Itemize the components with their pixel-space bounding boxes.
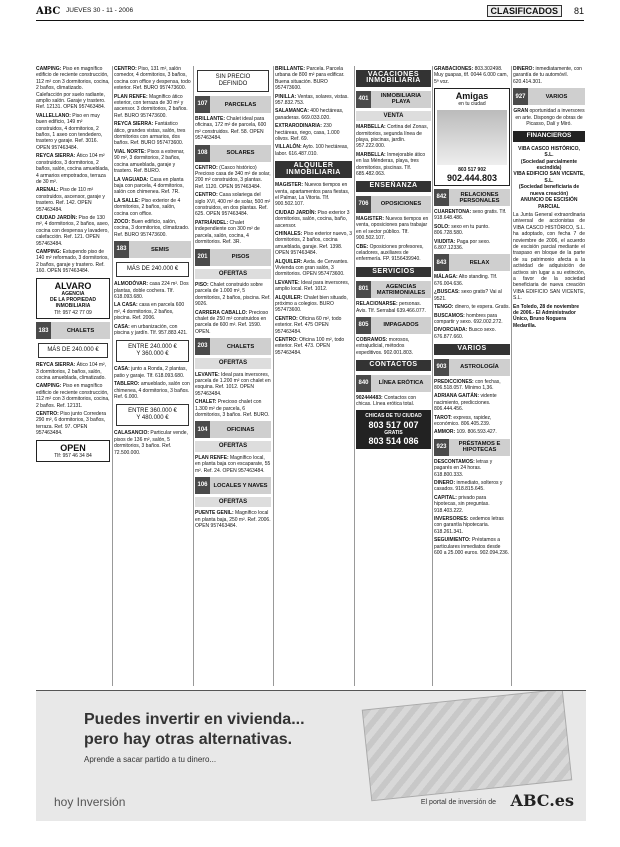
category-header [195,338,271,355]
classified-ad: COBRAMOS: morosos, extrajudicial, métodos expeditivos. 902.001.803. [356,336,413,356]
banner-headline: Puedes invertir en vivienda... [84,711,305,728]
classified-ad: PLAN RENFE: Magnífico ático exterior, con terraza de 30 m² y ascensor. 3 dormitorios, 2 baños. Ref. BURO 957473600. [114,93,188,119]
category-label: RELACIONES PERSONALES [449,189,510,206]
abc-logo: ABC.es [510,791,574,810]
classified-ad: CIUDAD JARDÍN: Piso de 130 m², 4 dormitorios, 2 baños, aseo, cocina con despensa y lavadero, calefacción. Ref. 121. OPEN 957463484. [36,214,110,247]
classified-ad: TAROT: express, rapidez, económico. 806.405.239. [434,414,492,427]
classified-ad: DESCONTAMOS: letras y pagarés en 24 horas. 618.800.333. [434,458,493,478]
classified-ad: CHALET: Precioso chalet con 1.300 m² de parcela, 6 dormitorios, 3 baños. Ref. BURO. [195,399,270,418]
classified-ad: CAMPING: Estupendo piso de 140 m² reformado, 3 dormitorios, 2 baños, garaje y trastero. Ref. 160. OPEN 957463484. [36,248,109,275]
column-divider [511,66,512,686]
section-heading: CONTACTOS [356,360,431,370]
classified-ad: BRILLANTE: Chalet ideal para oficinas, 172 m² de parcela, 600 m² construidos. Ref. 58. OPEN 957463484. [195,116,267,142]
notice-body: La Junta General extraordinaria universal de accionistas de VIBA CASCO HISTÓRICO, S.L. ha adoptado, con fecha 7 de noviembre de 2006, el acuerdo de escisión parcial mediante el traspaso en bloque de la parte de su patrimonio afecta a la actividad de adquisición de activos sin lugar a su extinción, a favor de la sociedad beneficiaria de nueva creación VIBA EDIFICIO SAN VICENTE, S.L. [513,211,585,302]
classified-ad: LA SALLE: Piso exterior de 4 dormitorios, 2 baños, salón, cocina con office. [114,197,181,217]
classified-ad: REYCA SIERRA: Ático 104 m² construidos, 3 dormitorios, 2 baños, salón, cocina amueblada, 4 armarios empotrados, terraza de 30 m². [36,153,110,185]
category-header [356,317,431,334]
open-phone: Tlf: 957 46 34 84 [54,452,92,459]
page-header [36,6,584,21]
category-label: IMPAGADOS [371,317,431,334]
classified-ad: ZOCO: Buen edificio, salón, cocina, 3 dormitorios, climatizado. Ref. BURO 957473600. [114,218,190,238]
notice-company: VIBA CASCO HISTÓRICO, S.L. [518,145,580,159]
notice-note: (Sociedad parcialmente escindida) [520,158,578,172]
classified-ad: ¿BUSCAS: sexo gratis? Vai al 9521. [434,289,502,302]
classified-ad: GRABACIONES: 803.302498. Muy guapas, tlf. 0044 6.000 cam, 5ª voz. [434,66,508,85]
page-number: 81 [573,6,584,16]
price-range-line: Y 480.000 € [136,415,169,422]
classified-ad: MAGISTER: Nuevos tiempos en venta, apartamentos para fiestas, el Palmar, La Vitoria. Tlf. 900.502.107. [275,182,350,208]
notice-note: (Sociedad beneficiaria de nueva creación) [518,184,580,197]
section-title: CLASIFICADOS [487,5,563,17]
category-label: LÍNEA ERÓTICA [371,375,431,392]
price-range-box [116,340,189,362]
classified-ad: CENTRO: Casa solariega del siglo XVI, 400 m² de solar, 500 m² construidos, en dos plantas. Ref. 625. OPEN 957463484. [195,192,271,218]
legal-notice [513,146,585,210]
classified-ad: DINERO: inmediatamente, con garantía de tu automóvil. 620.414.301. [513,66,582,85]
classified-ad: CBE: Oposiciones profesores, celadores, auxiliares de enfermería. FP. 9156439940. [356,243,424,263]
classified-ad: VIUDITA: Paga por sexo. 6.807.12336. [434,238,491,252]
classified-ad: CENTRO: Piso, 131 m², salón comedor, 4 dormitorios, 3 baños, cocina con office y despensa, todo exterior. Ref. BURO 957473600. [114,66,191,92]
classified-ad: LEVANTE: Ideal para inversores, amplio local. Ref. 1012. [275,279,350,293]
category-header [195,421,271,438]
category-label: LOCALES Y NAVES [210,477,271,494]
classified-ad: RELACIONARSE: personas. Avis. Tlf. Serrabal 639.466.077. [356,301,426,314]
category-header [434,359,510,376]
classified-ad: GRAN oportunidad a inversores en arte. Dispongo de obras de Picasso, Dalí y Miró. [513,108,585,128]
newspaper-logo: ABC [36,6,61,17]
agency-line: INMOBILIARIA [55,303,91,310]
category-label: CHALETS [51,322,110,339]
price-range-line: SIN PRECIO [215,74,251,80]
classified-ad: DIVORCIADA: Busco sexo. 676.877.660. [434,327,496,340]
classified-ad: REYCA SIERRA: Fantástico ático, grandes vistas, salón, tres dormitorios con armarios, dos baños. Ref. BURO 957473600. [114,121,186,147]
category-label: ASTROLOGÍA [449,359,510,376]
category-header [195,477,271,494]
category-number: 923 [434,439,449,456]
column-6 [434,66,510,686]
agency-brand: ALVARO [54,280,92,291]
column-5 [356,66,431,686]
category-label: VARIOS [528,88,585,105]
ad-photo [437,110,507,165]
classified-ad: CENTRO: (Casco histórico) Precioso casa de 340 m² de solar, 200 m² construidos, 3 plantas. Ref. 1120. OPEN 957463484. [195,164,271,190]
category-label: PISOS [210,249,271,266]
classified-ad: SOLO: sexo en tu punto. 806.728.580. [434,223,490,237]
category-number: 183 [114,241,129,258]
category-label: PRÉSTAMOS E HIPOTECAS [449,439,510,456]
column-divider [273,66,274,686]
sub-category: OFERTAS [195,358,271,368]
sub-category: OFERTAS [195,497,271,507]
classified-ad: BUSCAMOS: hombres para compartir y sexo. 692.002.272. [434,312,503,325]
column-divider [432,66,433,686]
classified-ad: CIUDAD JARDÍN: Piso exterior 3 dormitorios, salón, cocina, baño, ascensor. [275,209,350,229]
classified-ad: ADRIANA GAITÁN: vidente nacimiento, predicciones. 806.444.456. [434,393,497,413]
classified-ad: ALQUILER: Avda. de Cervantes. Vivienda con gran salón, 3 dormitorios. OPEN 957473600. [275,258,349,278]
sub-category: OFERTAS [195,269,271,279]
financial-heading: FINANCIEROS [513,131,585,141]
column-2 [114,66,191,686]
classified-ad: PATRIÁNDEL: Chalet independiente con 300 m² de parcela, salón, cocina, 4 dormitorios. Ref. 3R. [195,219,260,246]
category-number: 843 [434,254,449,271]
classified-ad: LA VAGUADA: Casa en planta baja con parcela, 4 dormitorios, salón con chimenea. Ref. 7R. [114,176,184,196]
classified-ad: CENTRO: Oficina 100 m², todo exterior. Ref. 473. OPEN 957463484. [275,337,345,356]
classified-ad: ALQUILER: Chalet bien situado, próximo a colegios. BURO 957473600. [275,294,348,314]
notice-company: VIBA EDIFICIO SAN VICENTE, S.L. [513,171,585,184]
inversion-banner[interactable] [36,690,586,821]
price-range-box [116,404,189,426]
classified-ad: ARENAL: Piso de 110 m² construidos, ascensor, garaje y trastero. Ref. 142. OPEN 957463484. [36,187,105,213]
category-number: 107 [195,96,210,113]
banner-subline: Aprende a sacar partido a tu dinero... [84,755,217,764]
category-label: PARCELAS [210,96,271,113]
classified-ad: VILLALÓN: Ayto. 100 hectáreas, labor. 616.487.010. [275,144,349,157]
category-label: CHALETS [210,338,271,355]
classified-ad: SEGUIMIENTO: Préstamos a particulares inmediatos desde 600 a 25.000 euros. 902.094.236. [434,537,510,557]
classified-ad: MÁLAGA: Alto standing. Tlf. 676.004.636. [434,274,498,287]
amigas-title: Amigas [455,91,489,102]
amigas-phone: 803 517 902 [458,166,486,173]
price-range-box: MÁS DE 240.000 € [38,343,108,358]
classified-ad: LA CASA: casa en parcela 600 m², 4 dormitorios, 2 baños, piscina. Ref. 2006. [114,302,185,322]
price-range-line: ENTRE 360.000 € [128,408,177,415]
classified-ad: CENTRO: Oficina 60 m², todo exterior. Ref. 475 OPEN 957463484. [275,315,342,335]
price-range-line: Y 360.000 € [136,351,169,358]
classified-ad: CARRERA CABALLO: Precioso chalet de 250 m² construidos en parcela de 600 m². Ref. 1590. OPEN. [195,309,269,335]
classified-ad: AMMOR: 109. 806.593.427. [434,429,497,436]
section-heading: ALQUILER INMOBILIARIA [275,161,352,178]
classified-ad: MAGISTER: Nuevos tiempos en venta, oposiciones para trabajar en el sector público. Tlf. 900.502.107. [356,215,429,242]
category-header [356,281,431,298]
classified-ad: LEVANTE: Ideal para inversores, parcela de 1.200 m² con chalet en esquina. Ref. 1012. OPEN 957463484. [195,371,271,397]
category-number: 203 [195,338,210,355]
chicas-phone: 803 517 007 [368,419,419,430]
classified-ad: MARBELLA: Inmejorable ático en las Ménderas, playa, tres dormitorios, piscinas. Tlf. 685.482.063. [356,151,426,178]
section-heading: VARIOS [434,344,510,354]
category-number: 106 [195,477,210,494]
category-number: 805 [356,317,371,334]
chicas-ad [356,410,431,449]
open-agency-ad [36,440,110,462]
column-1 [36,66,110,686]
category-header [356,91,431,108]
column-divider [354,66,355,686]
classified-ad: VIAL NORTE: Pisos a estrenar, 90 m², 3 dormitorios, 2 baños, cocina amueblada, garaje y trastero. Ref. BURO. [114,148,185,175]
amigas-subtitle: en tu ciudad [458,101,486,108]
classified-ad: TABLERO: amueblado, salón con chimenea, 4 dormitorios, 3 baños. Ref. 6.000. [114,381,190,401]
category-label: SEMIS [129,241,191,258]
listing-group [36,66,110,275]
classified-ad: INVERSORES: cedemos letras con garantía hipotecaria. 618.261.341. [434,516,504,535]
category-label: RELAX [449,254,510,271]
category-number: 801 [356,281,371,298]
price-range-box [197,70,269,92]
classified-ad: CAMPING: Piso en magnífico edificio de reciente construcción, 112 m² con 3 dormitorios, cocina, 2 baños. Ref. 12131. [36,383,110,409]
classified-ad: 902444483: Contactos con chicas. Línea erótica total. [356,394,417,407]
banner-brand: hoy Inversión [54,795,126,809]
sub-category: VENTA [356,111,431,121]
category-header [36,322,110,339]
category-number: 108 [195,145,210,162]
price-range-box: MÁS DE 240.000 € [116,262,189,277]
classified-ad: MARBELLA: Cortina del Zonas, dormitorios, segunda línea de playa, piscinas, jardín. 957.222.000. [356,124,428,150]
notice-title: ANUNCIO DE ESCISIÓN PARCIAL [520,197,578,210]
column-4 [275,66,352,686]
classified-ad: PLAN RENFE: Magnífico local, en planta baja con escaparate, 55 m². Ref. 24. OPEN 957463484. [195,454,271,474]
category-header [195,249,271,266]
agency-line: DE LA PROPIEDAD [50,297,96,303]
category-number: 842 [434,189,449,206]
category-label: OFICINAS [210,421,271,438]
classified-ad: CAPITAL: privado para hipotecas, sin preguntas. 918.403.222. [434,494,490,514]
classified-ad: EXTRARODINARIA: 230 hectáreas, riego, casa, 1.000 olivos. Ref. 69. [275,123,340,143]
category-number: 401 [356,91,371,108]
category-number: 104 [195,421,210,438]
category-label: SOLARES [210,145,271,162]
banner-tagline: El portal de inversión de [420,799,496,806]
classified-ad: PREDICCIONES: con fechas, 806.518.057. Mínimo 1,36. [434,378,501,391]
classified-ad: CENTRO: Piso junto Corredera 290 m², 6 dormitorios, 3 baños, terraza. Ref. 97. OPEN 957463484. [36,411,107,437]
column-3 [195,66,271,686]
agency-phone: Tlf: 957 42 77 09 [54,309,92,316]
category-number: 183 [36,322,51,339]
banner-headline: pero hay otras alternativas. [84,731,293,748]
classified-ad: TENGO: dinero, te espera. Gratis. [434,304,510,311]
classified-ad: DINERO: inmediato, solteros y casados. 918.815.645. [434,480,503,493]
category-number: 840 [356,375,371,392]
column-divider [193,66,194,686]
open-brand: OPEN [60,442,86,453]
classified-ad: CAMPING: Piso en magnífico edificio de reciente construcción, 112 m² con 3 dormitorios, cocina, 2 baños, climatizado. Calefacción por suelo radiante, amplio salón. Garaje y trastero. Ref. 12131. OPEN 957463484. [36,66,110,111]
classified-ad: VALLELLANO: Piso en muy buen edificio, 149 m² construidos, 4 dormitorios, 2 baños, 1 aseo con tendedero, trastero y garaje. Ref. 3016. OPEN 957463484. [36,112,103,151]
section-heading: ENSEÑANZA [356,181,431,191]
category-header [195,96,271,113]
section-heading: VACACIONES INMOBILIARIA [356,70,431,87]
category-number: 927 [513,88,528,105]
category-header [434,254,510,271]
classified-ad: SALAMANCA: 400 hectáreas, ganaderas. 669.033.020. [275,108,344,121]
amigas-phone: 902.444.803 [446,173,498,184]
classified-ad: ALMODÓVAR: casa 224 m². Dos plantas, doble cochera. Tlf. 618.093.680. [114,281,189,300]
classified-ad: CHINALES: Piso exterior nuevo, 3 dormitorios, 2 baños, cocina amueblada, garaje. Ref. 1398. OPEN 957463484. [275,230,352,257]
column-7 [513,66,585,686]
classified-ad: REYCA SIERRA: Ático 104 m², 3 dormitorios, 2 baños, salón, cocina amueblada, climatizado. [36,362,107,382]
category-header [195,145,271,162]
category-label: AGENCIAS MATRIMONIALES [371,281,431,298]
category-header [114,241,191,258]
category-header [356,196,431,213]
classified-ad: PUENTE GENIL: Magnífico local en planta baja, 250 m². Ref. 2006. OPEN 957463484. [195,510,271,530]
category-header [356,375,431,392]
price-range-line: DEFINIDO [218,81,248,87]
classified-ad: CASA: junto a Ronda, 2 plantas, patio y garaje. Tlf. 618.093.680. [114,366,187,379]
price-range-line: ENTRE 240.000 € [128,344,177,351]
header-date: JUEVES 30 - 11 - 2006 [66,7,134,14]
classified-ad: PISO: Chalet construido sobre parcela de 1.000 m², 5 dormitorios, 2 baños, piscina. Ref. 9026. [195,281,271,308]
category-number: 706 [356,196,371,213]
agency-line: AGENCIA [61,290,85,297]
classified-ad: PINILLA: Ventas, solares, vistas. 957.832.753. [275,93,349,107]
agency-ad [36,278,110,320]
classified-ad: CALASANCIO: Particular vende, pisos de 136 m², salón, 5 dormitorios, 3 baños. Ref. 72.500.000. [114,430,188,456]
category-header [434,439,510,456]
column-divider [112,66,113,686]
notice-signature: En Toledo, 28 de noviembre de 2006.- El Administrador Único, Bruno Noguera Medarilla. [513,303,580,329]
category-label: INMOBILIARIA PLAYA [371,91,431,108]
banknote-illustration [362,690,573,801]
category-label: OPOSICIONES [371,196,431,213]
classified-ad: BRILLANTE: Parcela. Parcela urbana de 800 m² para edificar. Buena situación. BURO 957473600. [275,66,345,92]
category-header [513,88,585,105]
chicas-line: GRATIS [384,429,403,436]
category-number: 903 [434,359,449,376]
category-number: 201 [195,249,210,266]
chicas-phone: 803 514 086 [368,436,419,447]
classified-ad: CUARENTONA: sexo gratis. Tlf. 918.648.486. [434,209,507,222]
chicas-line: CHICAS DE TU CIUDAD [365,413,422,420]
amigas-ad [434,88,510,186]
section-heading: SERVICIOS [356,267,431,277]
sub-category: OFERTAS [195,441,271,451]
classified-ad: CASA: en urbanización, con piscina y jardín. Tlf. 957.883.421. [114,323,188,336]
category-header [434,189,510,206]
